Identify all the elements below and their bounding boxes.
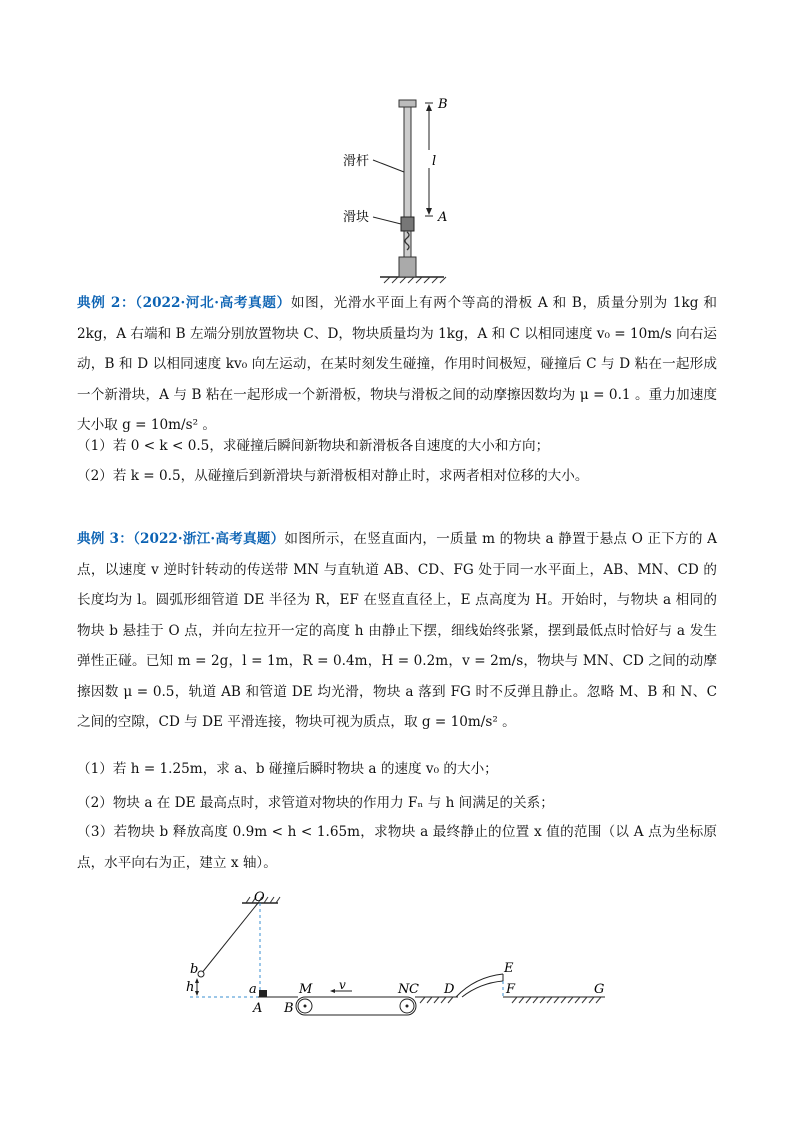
figure-sliding-rod bbox=[0, 0, 794, 290]
label-block: 滑块 bbox=[343, 210, 370, 225]
label-b-point: B bbox=[284, 1001, 294, 1016]
label-b-bob: b bbox=[190, 962, 199, 977]
label-g: G bbox=[594, 982, 605, 997]
example-2-tag: 典例 2： bbox=[77, 295, 136, 311]
label-c: C bbox=[409, 982, 419, 997]
label-a-block: a bbox=[249, 982, 257, 997]
example-3-q3: （3）若物块 b 释放高度 0.9m < h < 1.65m，求物块 a 最终静止的位置 x 值的范围（以 A 点为坐标原点，水平向右为正，建立 x 轴）。 bbox=[77, 824, 717, 871]
example-2-text bbox=[77, 288, 717, 441]
label-o: O bbox=[254, 890, 265, 905]
label-m: M bbox=[299, 982, 313, 997]
example-2-q1: （1）若 0 < k < 0.5，求碰撞后瞬间新物块和新滑板各自速度的大小和方向； bbox=[77, 438, 550, 454]
example-3-q2: （2）物块 a 在 DE 最高点时，求管道对物块的作用力 Fₙ 与 h 间满足的关系； bbox=[77, 795, 554, 811]
label-a: A bbox=[438, 210, 448, 225]
example-3-source: （2022·浙江·高考真题） bbox=[133, 531, 285, 547]
label-e: E bbox=[504, 961, 514, 976]
example-2-body: 如图，光滑水平面上有两个等高的滑板 A 和 B，质量分别为 1kg 和 2kg，A 右端和 B 左端分别放置物块 C、D，物块质量均为 1kg，A 和 C 以相同速度 v₀ = 10m/s 向右运动，B 和 D 以相同速度 kv₀ 向左运动，在某时刻发生碰撞，作用时间极短，碰撞后 C 与 D 粘在一起形成一个新滑块，A 与 B 粘在一起形成一个新滑板，物块与滑板之间的动摩擦因数均为 μ = 0.1 。重力加速度大小取 g = 10m/s² 。 bbox=[77, 295, 717, 433]
example-3-q1: （1）若 h = 1.25m，求 a、b 碰撞后瞬时物块 a 的速度 v₀ 的大小； bbox=[77, 761, 498, 777]
label-a-point: A bbox=[253, 1001, 263, 1016]
example-2-source: （2022·河北·高考真题） bbox=[135, 295, 291, 311]
label-l: l bbox=[432, 154, 437, 169]
example-3-body: 如图所示，在竖直面内，一质量 m 的物块 a 静置于悬点 O 正下方的 A 点，以速度 v 逆时针转动的传送带 MN 与直轨道 AB、CD、FG 处于同一水平面上，AB、MN、CD 的长度均为 l。圆弧形细管道 DE 半径为 R，EF 在竖直直径上，E 点高度为 H。开始时，与物块 a 相同的物块 b 悬挂于 O 点，并向左拉开一定的高度 h 由静止下摆，细线始终张紧，摆到最低点时恰好与 a 发生弹性正碰。已知 m = 2g，l = 1m，R = 0.4m，H = 0.2m，v = 2m/s，物块与 MN、CD 之间的动摩擦因数 μ = 0.5，轨道 AB 和管道 DE 均光滑，物块 a 落到 FG 时不反弹且静止。忽略 M、B 和 N、C 之间的空隙，CD 与 DE 平滑连接，物块可视为质点，取 g = 10m/s² 。 bbox=[77, 531, 717, 730]
label-d: D bbox=[444, 982, 455, 997]
label-rod: 滑杆 bbox=[343, 154, 370, 169]
label-v: v bbox=[339, 978, 346, 992]
label-f: F bbox=[506, 982, 516, 997]
label-n: N bbox=[398, 982, 410, 997]
example-3-tag: 典例 3： bbox=[77, 531, 134, 547]
label-h: h bbox=[186, 980, 195, 995]
figure-pendulum-conveyor bbox=[0, 890, 794, 1040]
example-2-q2: （2）若 k = 0.5，从碰撞后到新滑块与新滑板相对静止时，求两者相对位移的大小。 bbox=[77, 468, 589, 484]
example-3-text bbox=[77, 524, 717, 738]
label-b: B bbox=[438, 97, 448, 112]
